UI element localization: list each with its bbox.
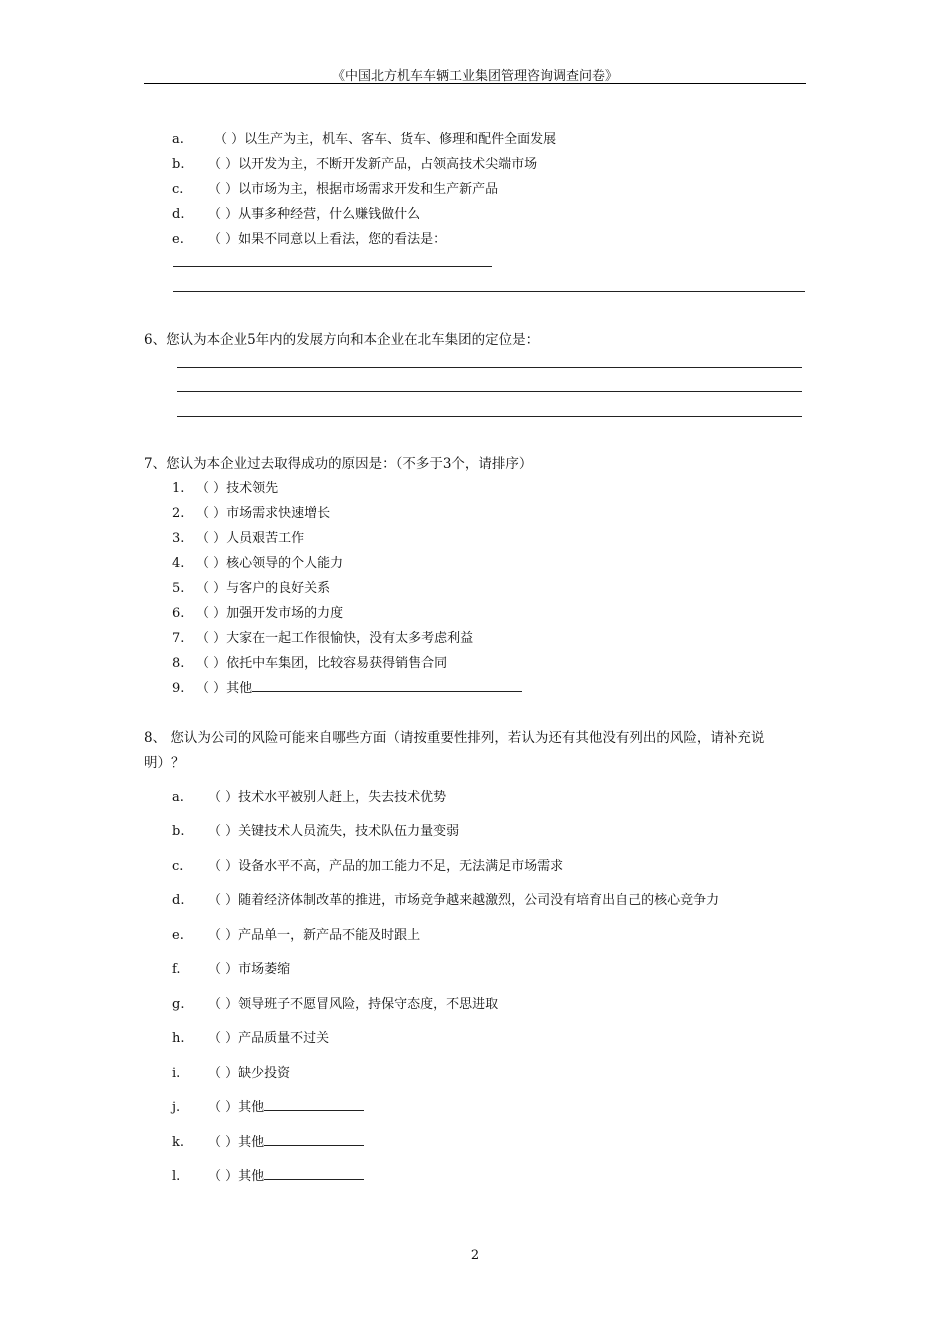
option-marker: b. <box>172 157 185 172</box>
option-text: 市场需求快速增长 <box>226 506 331 521</box>
answer-paren[interactable]: （ ） <box>208 182 239 197</box>
option-marker: e. <box>172 928 184 943</box>
q7-option-5 <box>172 577 330 596</box>
option-marker: 4. <box>172 556 185 571</box>
answer-paren[interactable]: （ ） <box>214 132 245 147</box>
q7-option-6 <box>172 602 343 621</box>
q7-option-9 <box>172 677 522 696</box>
q8-prompt-line1: 8、 您认为公司的风险可能来自哪些方面（请按重要性排列，若认为还有其他没有列出的风险，请补充说 <box>144 730 765 746</box>
answer-paren[interactable]: （ ） <box>196 656 227 671</box>
q8-option-a <box>172 786 446 805</box>
option-marker: d. <box>172 893 185 908</box>
q6-answer-line[interactable] <box>177 416 802 417</box>
answer-paren[interactable]: （ ） <box>208 893 239 908</box>
answer-paren[interactable]: （ ） <box>208 207 239 222</box>
answer-paren[interactable]: （ ） <box>196 506 227 521</box>
option-marker: f. <box>172 962 181 977</box>
option-text: 缺少投资 <box>238 1066 291 1081</box>
option-marker: i. <box>172 1066 181 1081</box>
option-marker: 1. <box>172 481 185 496</box>
q8-option-l <box>172 1165 364 1184</box>
q5-answer-line[interactable] <box>173 266 492 267</box>
option-marker: 2. <box>172 506 185 521</box>
q6-answer-line[interactable] <box>177 391 802 392</box>
option-marker: j. <box>172 1100 181 1115</box>
answer-paren[interactable]: （ ） <box>196 606 227 621</box>
q7-option-3 <box>172 527 304 546</box>
q7-option-8 <box>172 652 447 671</box>
option-marker: 3. <box>172 531 185 546</box>
answer-paren[interactable]: （ ） <box>208 790 239 805</box>
answer-paren[interactable]: （ ） <box>208 157 239 172</box>
fill-in-blank[interactable] <box>264 1096 364 1111</box>
option-text: 其他 <box>238 1100 265 1115</box>
answer-paren[interactable]: （ ） <box>208 962 239 977</box>
q7-option-2 <box>172 502 330 521</box>
answer-paren[interactable]: （ ） <box>208 1135 239 1150</box>
option-marker: 6. <box>172 606 185 621</box>
answer-paren[interactable]: （ ） <box>208 859 239 874</box>
q8-option-b <box>172 820 459 839</box>
answer-paren[interactable]: （ ） <box>196 631 227 646</box>
q6-prompt: 6、您认为本企业5年内的发展方向和本企业在北车集团的定位是： <box>144 332 540 348</box>
option-text: 大家在一起工作很愉快，没有太多考虑利益 <box>226 631 474 646</box>
fill-in-blank[interactable] <box>264 1165 364 1180</box>
answer-paren[interactable]: （ ） <box>208 1031 239 1046</box>
option-marker: k. <box>172 1135 185 1150</box>
option-text: 以市场为主，根据市场需求开发和生产新产品 <box>238 182 499 197</box>
document-header-title: 《中国北方机车车辆工业集团管理咨询调查问卷》 <box>331 69 618 84</box>
option-marker: d. <box>172 207 185 222</box>
answer-paren[interactable]: （ ） <box>208 232 239 247</box>
option-marker: 8. <box>172 656 185 671</box>
option-text: 关键技术人员流失，技术队伍力量变弱 <box>238 824 460 839</box>
option-marker: b. <box>172 824 185 839</box>
answer-paren[interactable]: （ ） <box>208 1066 239 1081</box>
header-rule <box>144 83 806 84</box>
fill-in-blank[interactable] <box>264 1131 364 1146</box>
q5-option-a <box>172 128 556 147</box>
option-text: 设备水平不高，产品的加工能力不足，无法满足市场需求 <box>238 859 564 874</box>
q8-option-h <box>172 1027 329 1046</box>
answer-paren[interactable]: （ ） <box>208 824 239 839</box>
q8-option-f <box>172 958 290 977</box>
q8-prompt-line2: 明）？ <box>144 755 185 771</box>
option-marker: 7. <box>172 631 185 646</box>
q8-option-e <box>172 924 420 943</box>
option-marker: g. <box>172 997 185 1012</box>
option-text: 依托中车集团，比较容易获得销售合同 <box>226 656 448 671</box>
option-text: 产品质量不过关 <box>238 1031 330 1046</box>
q8-option-d <box>172 889 719 908</box>
option-text: 以开发为主，不断开发新产品，占领高技术尖端市场 <box>238 157 538 172</box>
option-text: 与客户的良好关系 <box>226 581 331 596</box>
answer-paren[interactable]: （ ） <box>196 481 227 496</box>
answer-paren[interactable]: （ ） <box>196 581 227 596</box>
option-text: 其他 <box>238 1169 265 1184</box>
option-marker: l. <box>172 1169 181 1184</box>
answer-paren[interactable]: （ ） <box>208 997 239 1012</box>
q5-option-e <box>172 228 446 247</box>
q6-answer-line[interactable] <box>177 367 802 368</box>
fill-in-blank[interactable] <box>252 677 522 692</box>
option-marker: a. <box>172 790 184 805</box>
option-text: 加强开发市场的力度 <box>226 606 344 621</box>
q8-option-g <box>172 993 498 1012</box>
q8-option-k <box>172 1131 364 1150</box>
option-marker: c. <box>172 182 184 197</box>
page-number: 2 <box>470 1248 480 1263</box>
option-text: 人员艰苦工作 <box>226 531 305 546</box>
q7-prompt: 7、您认为本企业过去取得成功的原因是：（不多于3个，请排序） <box>144 456 533 472</box>
answer-paren[interactable]: （ ） <box>208 1169 239 1184</box>
option-text: 技术水平被别人赶上，失去技术优势 <box>238 790 447 805</box>
option-text: 技术领先 <box>226 481 279 496</box>
option-marker: h. <box>172 1031 185 1046</box>
option-text: 市场萎缩 <box>238 962 291 977</box>
answer-paren[interactable]: （ ） <box>208 928 239 943</box>
q8-option-i <box>172 1062 290 1081</box>
option-text: 核心领导的个人能力 <box>226 556 344 571</box>
q8-option-c <box>172 855 563 874</box>
option-text: 随着经济体制改革的推进，市场竞争越来越激烈，公司没有培育出自己的核心竞争力 <box>238 893 720 908</box>
q5-option-b <box>172 153 537 172</box>
option-text: 领导班子不愿冒风险，持保守态度，不思进取 <box>238 997 499 1012</box>
q5-answer-line[interactable] <box>173 291 805 292</box>
option-marker: e. <box>172 232 184 247</box>
option-text: 以生产为主，机车、客车、货车、修理和配件全面发展 <box>244 132 557 147</box>
q8-option-j <box>172 1096 364 1115</box>
option-text: 如果不同意以上看法，您的看法是： <box>238 232 447 247</box>
answer-paren[interactable]: （ ） <box>208 1100 239 1115</box>
q5-option-d <box>172 203 420 222</box>
answer-paren[interactable]: （ ） <box>196 681 227 696</box>
option-marker: a. <box>172 132 184 147</box>
option-text: 从事多种经营，什么赚钱做什么 <box>238 207 421 222</box>
q5-option-c <box>172 178 498 197</box>
option-text: 产品单一，新产品不能及时跟上 <box>238 928 421 943</box>
option-marker: 5. <box>172 581 185 596</box>
option-marker: c. <box>172 859 184 874</box>
q7-option-1 <box>172 477 278 496</box>
q7-option-4 <box>172 552 343 571</box>
option-text: 其他 <box>226 681 253 696</box>
q7-option-7 <box>172 627 473 646</box>
answer-paren[interactable]: （ ） <box>196 556 227 571</box>
option-text: 其他 <box>238 1135 265 1150</box>
option-marker: 9. <box>172 681 185 696</box>
answer-paren[interactable]: （ ） <box>196 531 227 546</box>
